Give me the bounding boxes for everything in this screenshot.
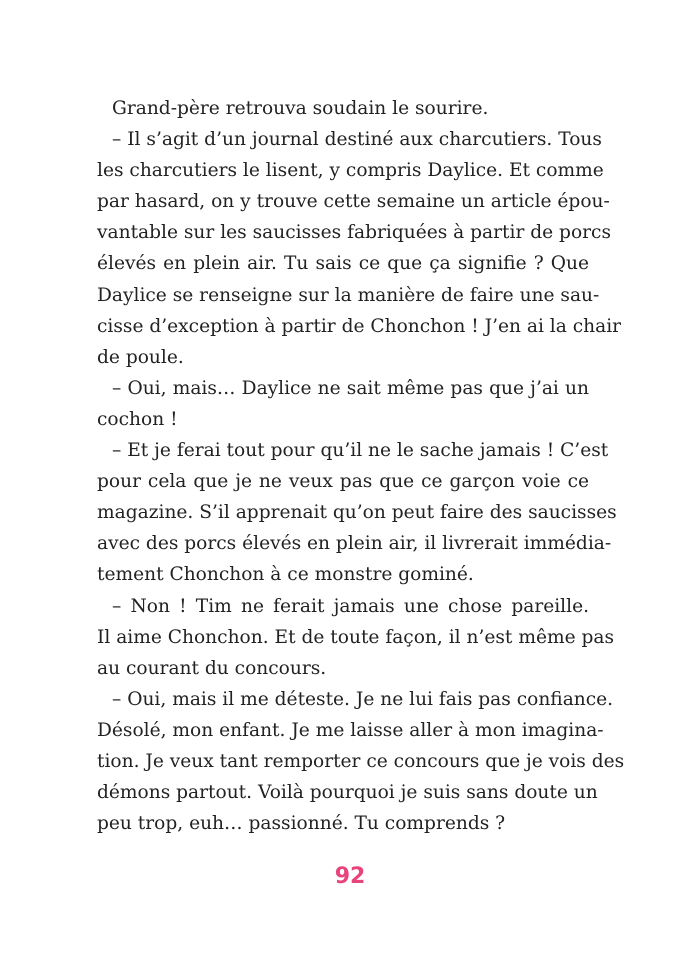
- text-line: cochon !: [97, 408, 178, 430]
- text-line: tement Chonchon à ce monstre gominé.: [97, 564, 474, 586]
- text-line: de poule.: [97, 346, 184, 368]
- text-line: Daylice se renseigne sur la manière de faire une sau-: [97, 284, 600, 306]
- text-line: démons partout. Voilà pourquoi je suis sans doute un: [97, 782, 598, 804]
- text-line: au courant du concours.: [97, 657, 327, 679]
- text-line: les charcutiers le lisent, y compris Daylice. Et comme: [97, 160, 604, 182]
- text-line: avec des porcs élevés en plein air, il livrerait immédia-: [97, 533, 612, 555]
- text-line: pour cela que je ne veux pas que ce garçon voie ce: [97, 471, 589, 493]
- text-line: Désolé, mon enfant. Je me laisse aller à mon imagina-: [97, 719, 604, 741]
- text-line: magazine. S’il apprenait qu’on peut faire des saucisses: [97, 502, 617, 524]
- text-line: peu trop, euh… passionné. Tu comprends ?: [97, 813, 506, 835]
- text-line: – Non ! Tim ne ferait jamais une chose pareille.: [112, 595, 589, 617]
- text-line: – Et je ferai tout pour qu’il ne le sache jamais ! C’est: [112, 440, 609, 462]
- text-line: – Il s’agit d’un journal destiné aux charcutiers. Tous: [112, 129, 602, 151]
- body-text: [97, 93, 625, 839]
- text-line: cisse d’exception à partir de Chonchon ! J’en ai la chair: [97, 315, 622, 337]
- text-line: – Oui, mais… Daylice ne sait même pas que j’ai un: [112, 377, 589, 399]
- text-line: vantable sur les saucisses fabriquées à partir de porcs: [97, 222, 611, 244]
- text-line: par hasard, on y trouve cette semaine un article épou-: [97, 191, 610, 213]
- text-line: tion. Je veux tant remporter ce concours que je vois des: [97, 750, 625, 772]
- text-line: Il aime Chonchon. Et de toute façon, il n’est même pas: [97, 626, 615, 648]
- page-number: 92: [334, 864, 366, 889]
- text-line: – Oui, mais il me déteste. Je ne lui fais pas confiance.: [112, 688, 614, 710]
- text-line: Grand-père retrouva soudain le sourire.: [112, 98, 489, 119]
- text-line: élevés en plein air. Tu sais ce que ça signifie ? Que: [97, 253, 589, 275]
